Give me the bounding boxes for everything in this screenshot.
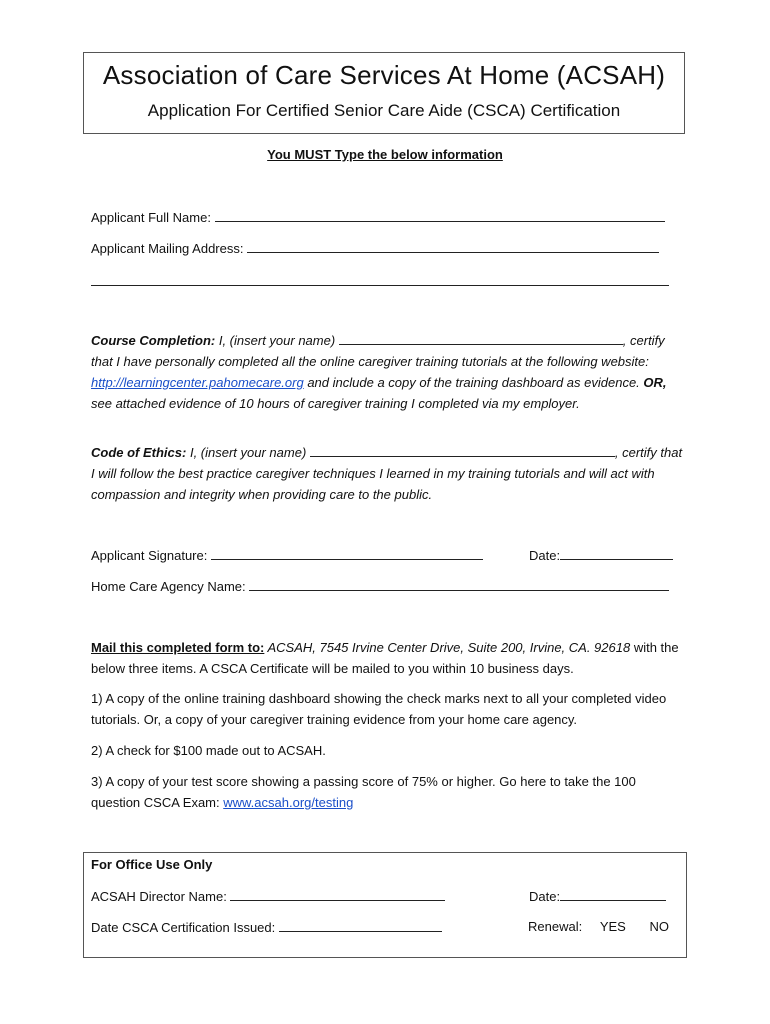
issued-label: Date CSCA Certification Issued:: [91, 920, 276, 935]
mail-text: with the below three items. A CSCA Certificate will be mailed to you within 10 business days.: [91, 640, 679, 676]
must-type-notice: You MUST Type the below information: [267, 147, 503, 162]
course-completion-label: Course Completion:: [91, 333, 216, 348]
ethics-text-1: I, (insert your name): [186, 445, 310, 460]
course-completion-paragraph: [91, 330, 686, 414]
mail-instructions: [91, 637, 686, 679]
mail-label: Mail this completed form to:: [91, 640, 265, 655]
course-text-1: I, (insert your name): [215, 333, 339, 348]
course-name-field[interactable]: [339, 332, 623, 345]
header-box: [83, 52, 685, 134]
course-or: OR,: [643, 375, 667, 390]
signature-date-row: [529, 547, 673, 563]
director-label: ACSAH Director Name:: [91, 889, 227, 904]
mailing-address-label: Applicant Mailing Address:: [91, 241, 244, 256]
signature-label: Applicant Signature:: [91, 548, 208, 563]
code-of-ethics-label: Code of Ethics:: [91, 445, 187, 460]
full-name-field[interactable]: [215, 209, 665, 222]
mail-item-3: [91, 771, 686, 813]
director-row: [91, 888, 445, 904]
director-field[interactable]: [230, 888, 445, 901]
office-date-label: Date:: [529, 889, 561, 904]
signature-field[interactable]: [211, 547, 483, 560]
mailing-address-row: [91, 240, 659, 256]
learning-center-link[interactable]: http://learningcenter.pahomecare.org: [91, 375, 304, 390]
office-date-row: [529, 888, 666, 904]
code-of-ethics-paragraph: [91, 442, 686, 505]
mail-address: ACSAH, 7545 Irvine Center Drive, Suite 200, Irvine, CA. 92618: [264, 640, 631, 655]
signature-row: [91, 547, 483, 563]
renewal-label: Renewal:: [528, 919, 583, 934]
ethics-text-2: , certify that I will follow the best practice caregiver techniques I learned in my training tutorials and will act with compassion and integrity when providing care to the public.: [91, 445, 683, 502]
office-date-field[interactable]: [560, 888, 666, 901]
course-text-2: , certify that I have personally completed all the online caregiver training tutorials at the following website:: [91, 333, 665, 369]
office-use-title: For Office Use Only: [91, 857, 213, 872]
ethics-name-field[interactable]: [310, 444, 615, 457]
mail-item-1: 1) A copy of the online training dashboard showing the check marks next to all your completed video tutorials. Or, a copy of your caregiver training evidence from your home care agency.: [91, 691, 667, 727]
agency-field[interactable]: [249, 578, 669, 591]
office-use-box: [83, 852, 687, 958]
renewal-no[interactable]: NO: [649, 919, 669, 934]
full-name-row: [91, 209, 665, 225]
signature-date-field[interactable]: [560, 547, 673, 560]
full-name-label: Applicant Full Name:: [91, 210, 211, 225]
mail-item-3-text: 3) A copy of your test score showing a passing score of 75% or higher. Go here to take the 100 question CSCA Exam:: [91, 774, 636, 810]
renewal-yes[interactable]: YES: [599, 919, 626, 934]
course-text-3: and include a copy of the training dashboard as evidence.: [303, 375, 644, 390]
agency-label: Home Care Agency Name:: [91, 579, 246, 594]
renewal-row: [528, 919, 669, 934]
testing-link[interactable]: www.acsah.org/testing: [223, 795, 354, 810]
issued-field[interactable]: [279, 919, 442, 932]
course-text-4: see attached evidence of 10 hours of caregiver training I completed via my employer.: [91, 396, 580, 411]
form-title: Association of Care Services At Home (ACSAH): [102, 60, 666, 90]
signature-date-label: Date:: [529, 548, 561, 563]
agency-row: [91, 578, 669, 594]
mailing-address-field[interactable]: [247, 240, 659, 253]
form-subtitle: Application For Certified Senior Care Aide (CSCA) Certification: [147, 101, 621, 120]
mail-item-2: 2) A check for $100 made out to ACSAH.: [91, 743, 326, 758]
issued-row: [91, 919, 442, 935]
mailing-address-line-2[interactable]: [91, 285, 669, 286]
